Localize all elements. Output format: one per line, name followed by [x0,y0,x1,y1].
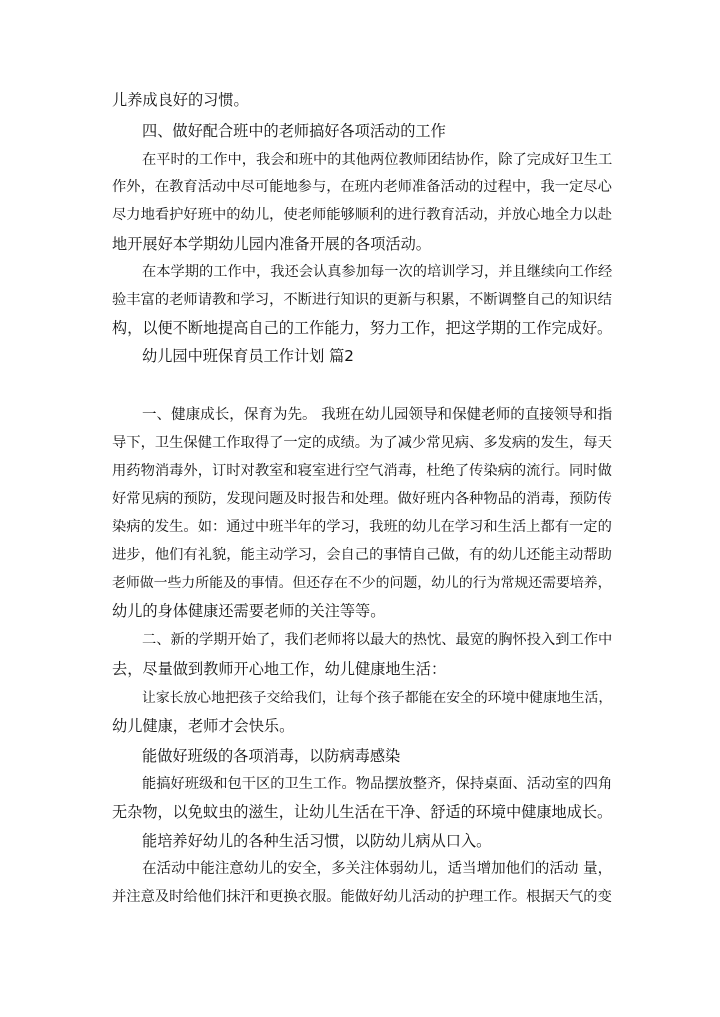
text-line: 让家长放心地把孩子交给我们，让每个孩子都能在安全的环境中健康地生活， [142,690,613,706]
document-title: 幼儿园中班保育员工作计划 篇2 [142,347,354,365]
text-line: 尽力地看护好班中的幼儿，使老师能够顺利的进行教育活动，并放心地全力以赴 [112,207,612,223]
text-line: 老师做一些力所能及的事情。但还存在不少的问题，幼儿的行为常规还需要培养， [112,575,612,591]
text-line: 在平时的工作中，我会和班中的其他两位教师团结协作，除了完成好卫生工 [142,152,613,168]
text-line: 导下，卫生保健工作取得了一定的成绩。为了减少常见病、多发病的发生，每天 [112,435,612,451]
text-line: 一、健康成长，保育为先。 我班在幼儿园领导和保健老师的直接领导和指 [142,406,613,423]
text-line: 地开展好本学期幼儿园内准备开展的各项活动。 [112,235,431,253]
text-line: 二、新的学期开始了，我们老师将以最大的热忱、最宽的胸怀投入到工作中 [142,632,613,648]
text-line: 用药物消毒外，订时对教室和寝室进行空气消毒，杜绝了传染病的流行。同时做 [112,463,612,479]
text-line: 构，以便不断地提高自己的工作能力，努力工作，把这学期的工作完成好。 [112,319,613,337]
section-heading: 四、做好配合班中的老师搞好各项活动的工作 [142,122,446,140]
text-line: 幼儿健康，老师才会快乐。 [112,717,295,735]
text-line: 在本学期的工作中，我还会认真参加每一次的培训学习，并且继续向工作经 [142,264,613,280]
text-line: 能做好班级的各项消毒，以防病毒感染 [142,747,401,765]
text-line: 作外，在教育活动中尽可能地参与，在班内老师准备活动的过程中，我一定尽心 [112,179,612,195]
text-line: 在活动中能注意幼儿的安全，多关注体弱幼儿，适当增加他们的活动 量， [142,860,613,877]
text-line: 并注意及时给他们抹汗和更换衣服。能做好幼儿活动的护理工作。根据天气的变 [112,889,612,905]
text-line: 能培养好幼儿的各种生活习惯，以防幼儿病从口入。 [142,832,492,850]
text-line: 验丰富的老师请教和学习，不断进行知识的更新与积累，不断调整自己的知识结 [112,292,612,308]
text-line: 进步，他们有礼貌，能主动学习，会自己的事情自己做，有的幼儿还能主动帮助 [112,547,612,563]
text-line: 去，尽量做到教师开心地工作，幼儿健康地生活： [112,660,447,678]
text-line: 幼儿的身体健康还需要老师的关注等等。 [112,602,386,620]
text-line: 无杂物，以免蚊虫的滋生，让幼儿生活在干净、舒适的环境中健康地成长。 [112,803,613,821]
text-line: 能搞好班级和包干区的卫生工作。物品摆放整齐，保持桌面、活动室的四角 [142,776,613,792]
text-line: 儿养成良好的习惯。 [112,91,249,109]
text-line: 好常见病的预防，发现问题及时报告和处理。做好班内各种物品的消毒，预防传 [112,491,612,507]
text-line: 染病的发生。如：通过中班半年的学习，我班的幼儿在学习和生活上都有一定的 [112,519,612,535]
